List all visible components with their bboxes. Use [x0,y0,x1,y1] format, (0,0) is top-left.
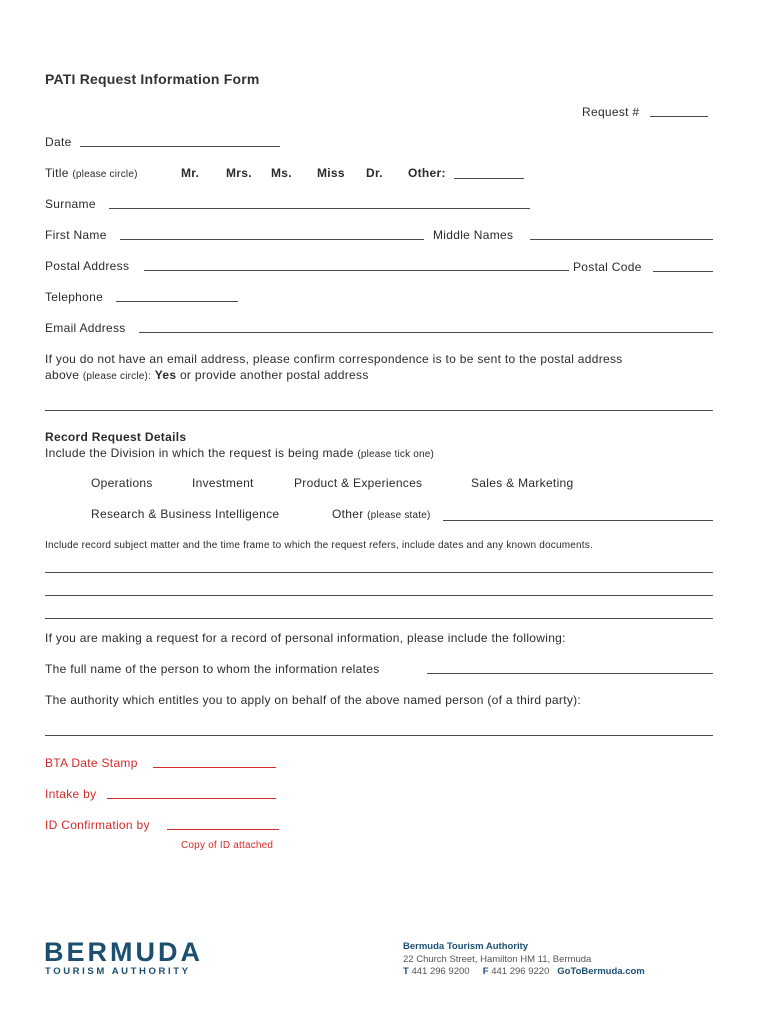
surname-label: Surname [45,197,96,211]
title-option-other[interactable]: Other: [408,166,446,180]
date-stamp-label: BTA Date Stamp [45,756,138,770]
email-note-line2: above (please circle): Yes or provide another postal address [45,368,369,382]
title-option-miss[interactable]: Miss [317,166,345,180]
division-other-field[interactable] [443,520,713,521]
first-name-label: First Name [45,228,107,242]
division-intro: Include the Division in which the request is being made (please tick one) [45,446,435,460]
id-confirmation-field[interactable] [167,829,279,830]
division-other-hint: (please state) [367,510,431,521]
intake-label: Intake by [45,787,97,801]
full-name-label: The full name of the person to whom the information relates [45,662,380,676]
postal-address-field[interactable] [144,270,569,271]
record-heading: Record Request Details [45,430,187,444]
bermuda-logo-sub: TOURISM AUTHORITY [45,966,191,977]
telephone-label: Telephone [45,290,104,304]
footer-contact: T 441 296 9200 F 441 296 9220 GoToBermuda.com [403,966,645,977]
title-other-field[interactable] [454,178,524,179]
date-label: Date [45,135,72,149]
footer-website[interactable]: GoToBermuda.com [557,966,645,977]
division-other[interactable]: Other (please state) [332,507,431,521]
postal-code-label: Postal Code [573,260,642,274]
footer-tel: 441 296 9200 [411,966,470,977]
date-stamp-field[interactable] [153,767,276,768]
alternate-address-field[interactable] [45,410,713,411]
footer-org-name: Bermuda Tourism Authority [403,941,529,952]
authority-field[interactable] [45,735,713,736]
id-confirmation-label: ID Confirmation by [45,818,150,832]
authority-label: The authority which entitles you to apply on behalf of the above named person (of a third party): [45,693,582,707]
footer-fax: 441 296 9220 [491,966,550,977]
email-note-hint: (please circle): [82,371,152,382]
date-field[interactable] [80,146,280,147]
personal-intro: If you are making a request for a record of personal information, please include the following: [45,631,566,645]
intake-field[interactable] [107,798,276,799]
division-hint: (please tick one) [357,449,435,460]
subject-note: Include record subject matter and the time frame to which the request refers, include dates and any known documents. [45,540,593,551]
telephone-field[interactable] [116,301,238,302]
subject-line-2[interactable] [45,595,713,596]
subject-line-1[interactable] [45,572,713,573]
bermuda-logo-word: BERMUDA [44,937,203,967]
id-note: Copy of ID attached [181,840,274,851]
title-label: Title (please circle) [45,166,138,180]
postal-code-field[interactable] [653,271,713,272]
email-field[interactable] [139,332,713,333]
email-note-yes[interactable]: Yes [154,368,177,382]
email-note-line1: If you do not have an email address, please confirm correspondence is to be sent to the postal address [45,352,623,366]
surname-field[interactable] [109,208,530,209]
postal-address-label: Postal Address [45,259,130,273]
full-name-field[interactable] [427,673,713,674]
middle-names-label: Middle Names [433,228,514,242]
subject-line-3[interactable] [45,618,713,619]
first-name-field[interactable] [120,239,424,240]
middle-names-field[interactable] [530,239,713,240]
division-sales-marketing[interactable]: Sales & Marketing [471,476,574,490]
request-number-label: Request # [582,105,640,119]
division-operations[interactable]: Operations [91,476,153,490]
title-option-ms[interactable]: Ms. [271,166,292,180]
footer-address: 22 Church Street, Hamilton HM 11, Bermuda [403,954,592,965]
request-number-field[interactable] [650,116,708,117]
division-product-experiences[interactable]: Product & Experiences [294,476,423,490]
title-option-mr[interactable]: Mr. [181,166,200,180]
division-research[interactable]: Research & Business Intelligence [91,507,280,521]
title-hint: (please circle) [72,169,138,180]
title-option-mrs[interactable]: Mrs. [226,166,252,180]
title-option-dr[interactable]: Dr. [366,166,383,180]
page-title: PATI Request Information Form [45,71,260,87]
division-investment[interactable]: Investment [192,476,254,490]
email-label: Email Address [45,321,126,335]
